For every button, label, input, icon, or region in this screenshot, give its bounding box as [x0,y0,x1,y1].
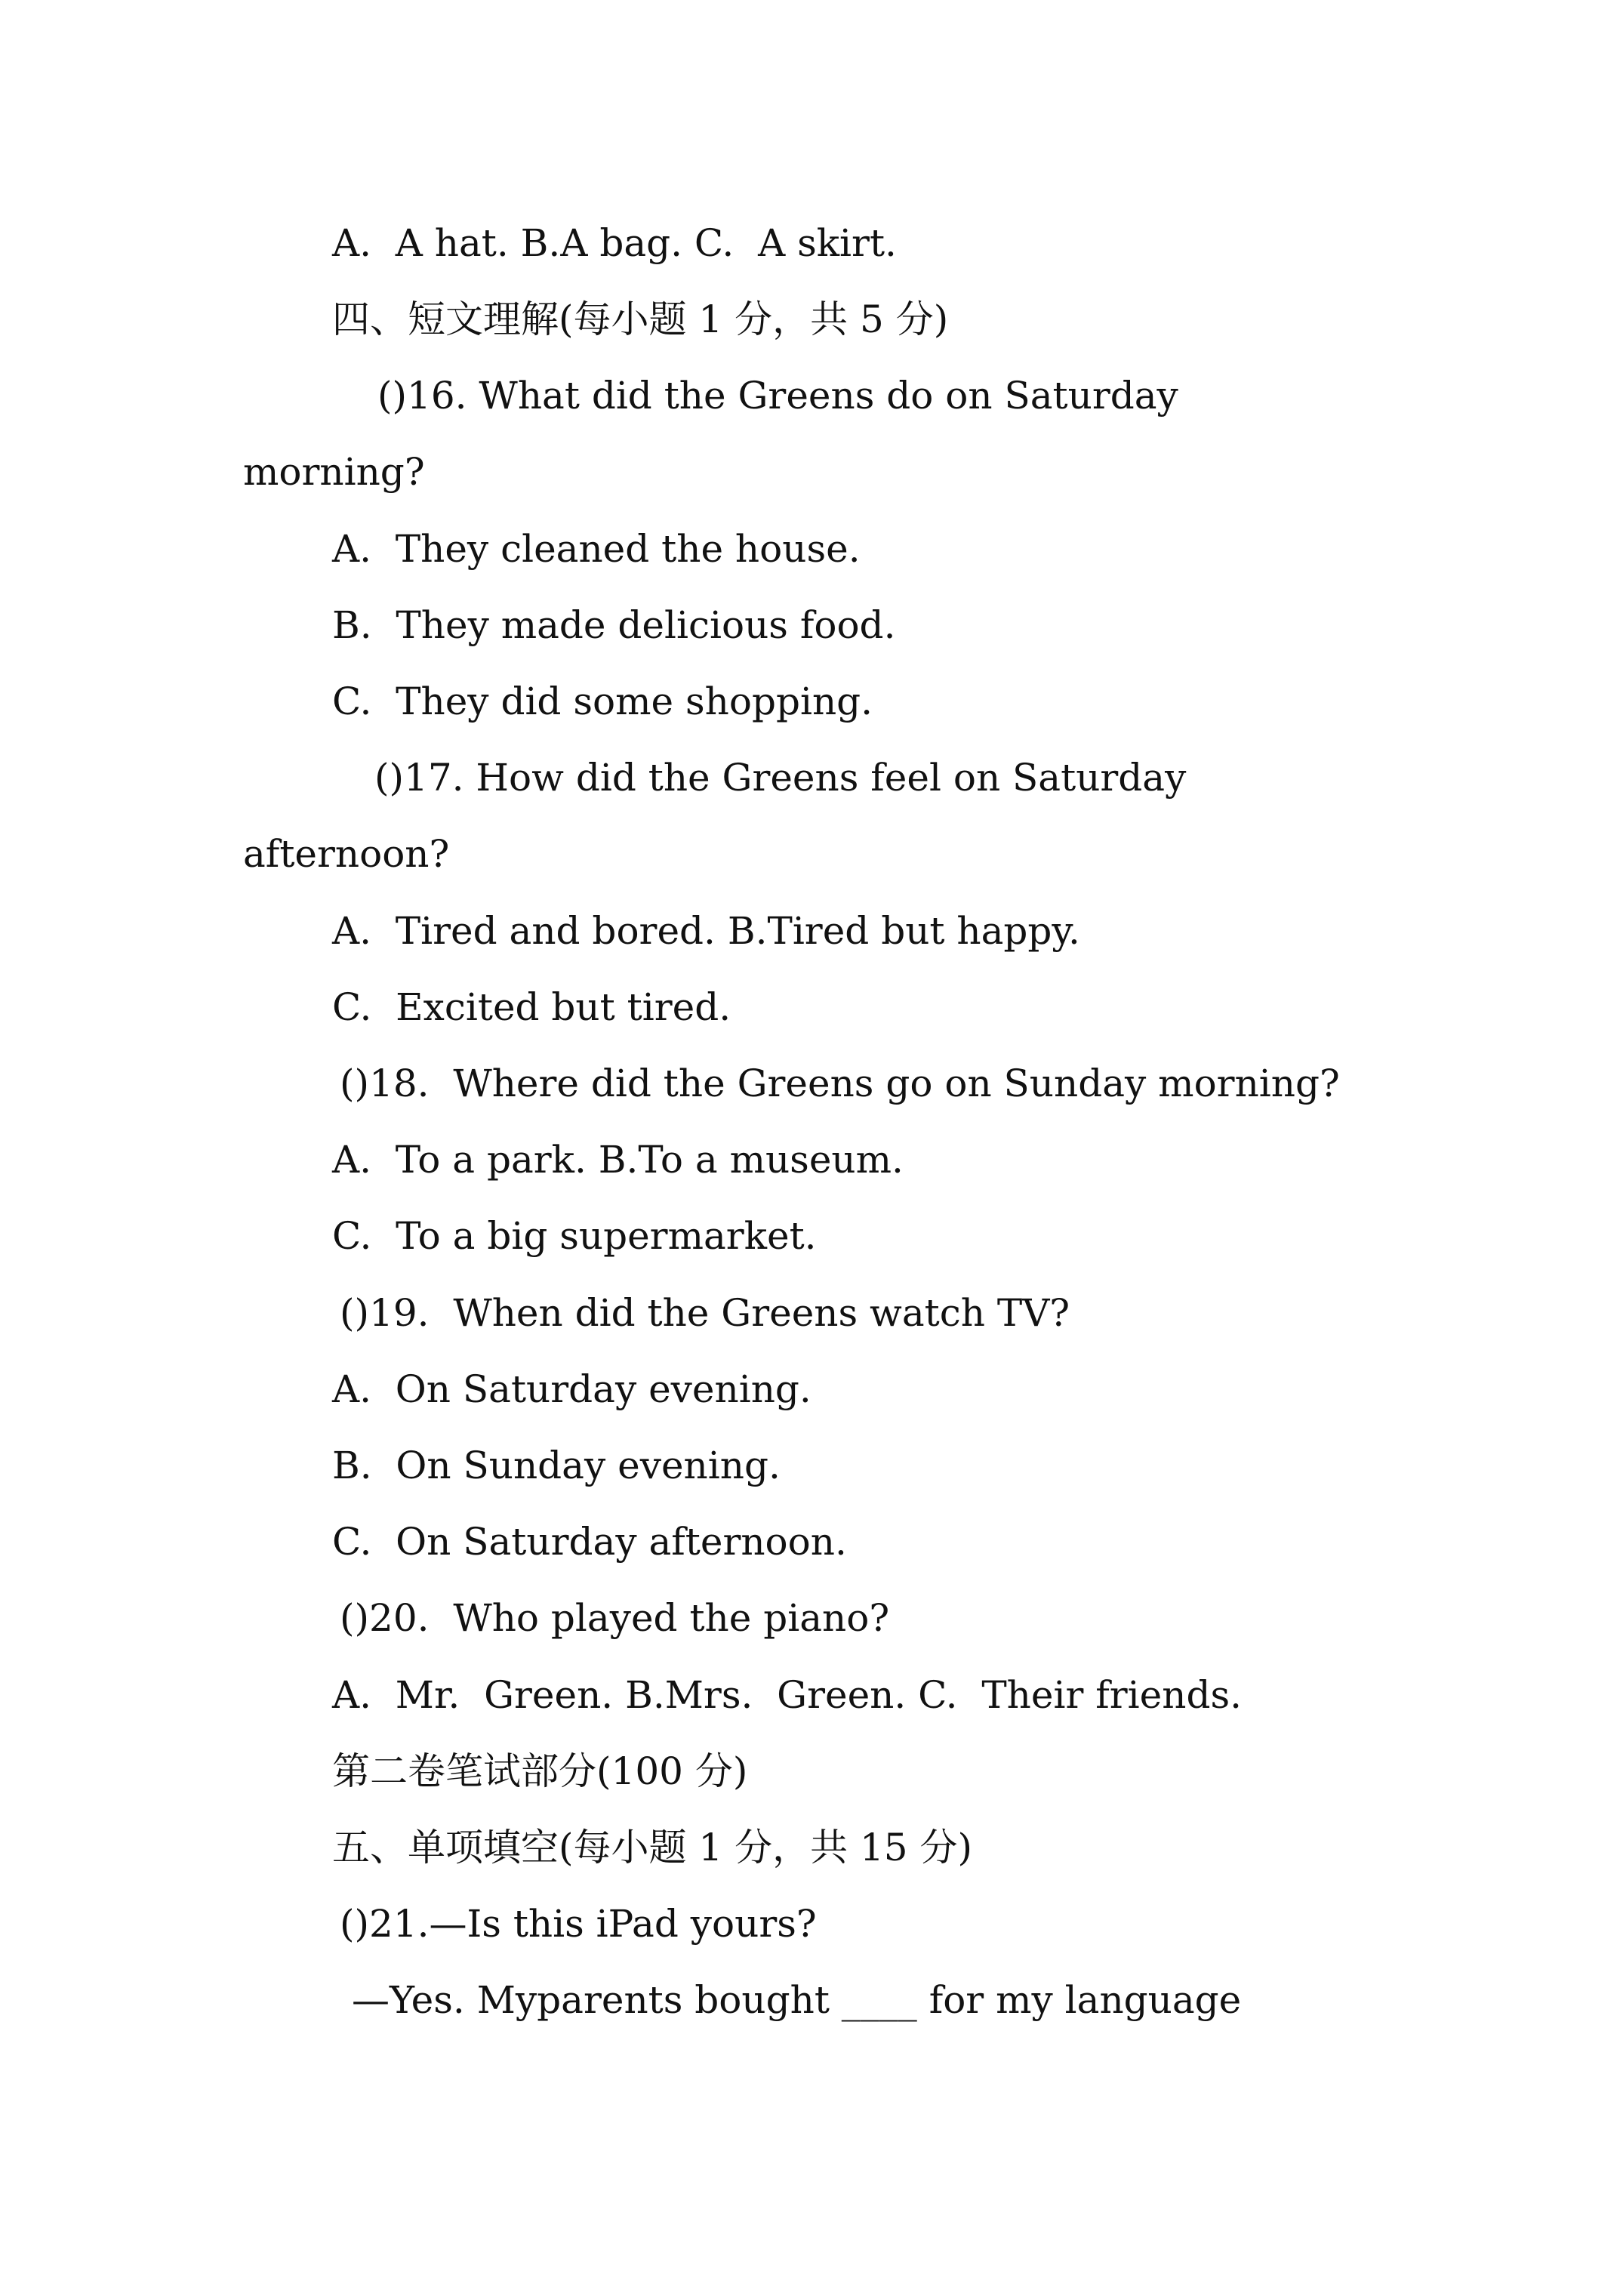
part-two-heading: 第二卷笔试部分(100 分) [332,1749,748,1793]
section-four-heading: 四、短文理解(每小题 1 分，共 5 分) [332,297,949,341]
q19-option-b: B. On Sunday evening. [332,1444,781,1487]
q19-option-c: C. On Saturday afternoon. [332,1520,847,1564]
q16-option-b: B. They made delicious food. [332,603,896,647]
q17-options-ab: A. Tired and bored. B.Tired but happy. [332,909,1080,953]
q17-question-continued: afternoon? [243,832,450,876]
q21-answer-text: —Yes. Myparents bought ____ for my language [352,1978,1242,2022]
q21-question: ()21.—Is this iPad yours? [340,1902,817,1946]
q18-question: ()18. Where did the Greens go on Sunday morning? [340,1062,1340,1105]
q19-question: ()19. When did the Greens watch TV? [340,1291,1070,1335]
q16-option-a: A. They cleaned the house. [332,527,861,571]
q16-option-c: C. They did some shopping. [332,680,873,723]
q15-options: A. A hat. B.A bag. C. A skirt. [332,221,897,265]
q18-option-c: C. To a big supermarket. [332,1214,817,1258]
q16-question [377,373,1381,418]
q20-question: ()20. Who played the piano? [340,1596,890,1640]
section-five-heading: 五、单项填空(每小题 1 分，共 15 分) [332,1826,973,1869]
q17-question [374,755,1381,800]
q19-option-a: A. On Saturday evening. [332,1367,812,1411]
q20-options: A. Mr. Green. B.Mrs. Green. C. Their friends. [332,1673,1243,1717]
q16-text: ()16. What did the Greens do on Saturday [377,374,1178,418]
q16-question-continued: morning? [243,450,425,494]
q17-option-c: C. Excited but tired. [332,985,731,1029]
q18-options-ab: A. To a park. B.To a museum. [332,1138,904,1182]
q21-answer-line [352,1977,1381,2023]
q17-text: ()17. How did the Greens feel on Saturday [374,756,1187,800]
